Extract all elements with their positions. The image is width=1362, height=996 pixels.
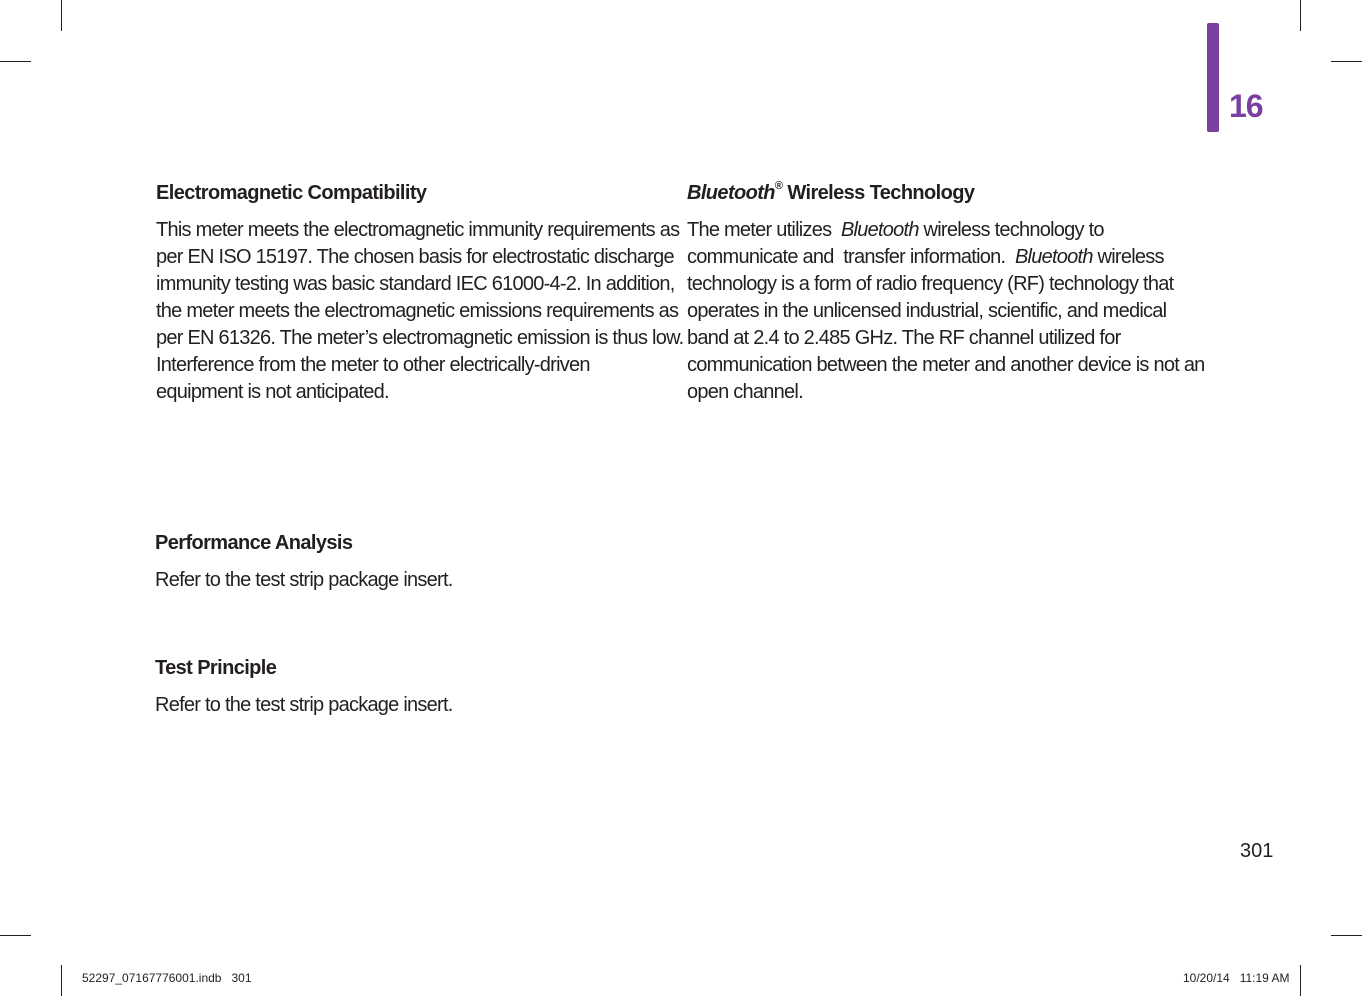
text-line: band at 2.4 to 2.485 GHz. The RF channel utilized for <box>687 327 1121 349</box>
performance-heading: Performance Analysis <box>155 532 353 554</box>
text-segment: wireless <box>1092 246 1164 268</box>
text-line: per EN ISO 15197. The chosen basis for electrostatic discharge <box>156 246 674 268</box>
bluetooth-heading-brand: Bluetooth <box>687 182 775 204</box>
text-line: the meter meets the electromagnetic emissions requirements as <box>156 300 679 322</box>
bluetooth-term: Bluetooth <box>840 219 919 241</box>
emc-paragraph <box>156 217 683 406</box>
text-line: Refer to the test strip package insert. <box>155 569 453 591</box>
text-line: This meter meets the electromagnetic immunity requirements as <box>156 219 680 241</box>
registered-mark: ® <box>774 180 783 193</box>
text-line: open channel. <box>687 381 803 403</box>
crop-mark <box>1331 935 1362 936</box>
test-principle-heading: Test Principle <box>155 657 277 679</box>
bluetooth-term: Bluetooth <box>1014 246 1093 268</box>
chapter-tab-bar <box>1207 23 1219 132</box>
crop-mark <box>1300 965 1301 996</box>
bluetooth-paragraph <box>687 217 1205 406</box>
text-line <box>687 244 1205 271</box>
text-line: Interference from the meter to other electrically-driven <box>156 354 590 376</box>
text-line: communication between the meter and another device is not an <box>687 354 1205 376</box>
crop-mark <box>0 61 31 62</box>
crop-mark <box>61 965 62 996</box>
performance-text <box>155 567 453 594</box>
text-segment: wireless technology to <box>918 219 1104 241</box>
text-line: technology is a form of radio frequency (RF) technology that <box>687 273 1174 295</box>
text-segment: communicate and transfer information. <box>687 246 1015 268</box>
crop-mark <box>61 0 62 31</box>
chapter-number: 16 <box>1229 88 1263 124</box>
text-line: per EN 61326. The meter’s electromagnetic emission is thus low. <box>156 327 684 349</box>
test-principle-text <box>155 692 453 719</box>
emc-heading: Electromagnetic Compatibility <box>156 182 427 204</box>
text-line: operates in the unlicensed industrial, scientific, and medical <box>687 300 1167 322</box>
crop-mark <box>1300 0 1301 31</box>
bluetooth-heading-rest: Wireless Technology <box>782 182 975 204</box>
footer-timestamp: 10/20/14 11:19 AM <box>1183 971 1290 985</box>
page-number: 301 <box>1240 840 1274 862</box>
text-segment: The meter utilizes <box>687 219 841 241</box>
footer-file-info: 52297_07167776001.indb 301 <box>82 971 252 985</box>
bluetooth-heading <box>687 180 974 206</box>
text-line: immunity testing was basic standard IEC 61000-4-2. In addition, <box>156 273 675 295</box>
text-line: Refer to the test strip package insert. <box>155 694 453 716</box>
crop-mark <box>1331 61 1362 62</box>
text-line: equipment is not anticipated. <box>156 381 389 403</box>
crop-mark <box>0 935 31 936</box>
text-line <box>687 217 1205 244</box>
